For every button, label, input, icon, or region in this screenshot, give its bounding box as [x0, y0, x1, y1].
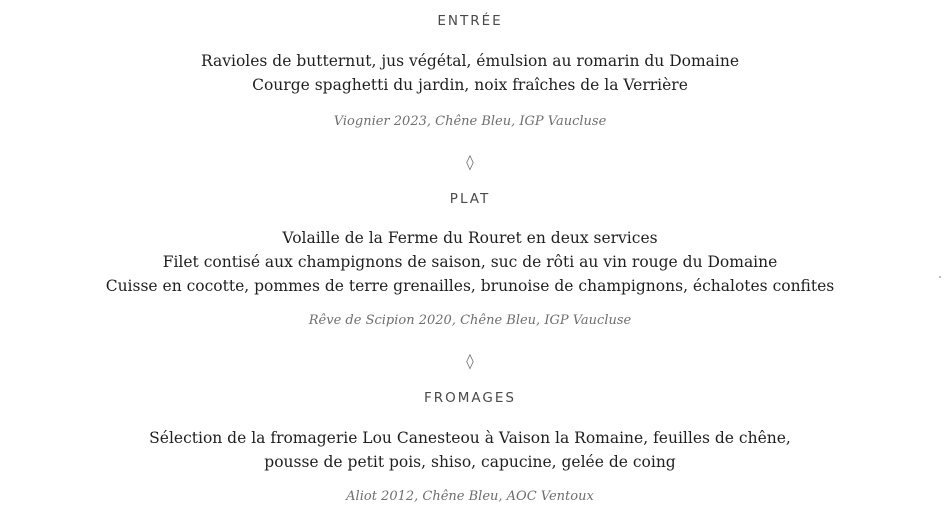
section-title-plat: PLAT [449, 191, 491, 207]
wine-pairing: Aliot 2012, Chêne Bleu, AOC Ventoux [346, 489, 594, 504]
wine-pairing: Rêve de Scipion 2020, Chêne Bleu, IGP Vaucluse [308, 313, 632, 328]
section-title-fromages: FROMAGES [424, 390, 516, 406]
dish-line: Filet contisé aux champignons de saison, suc de rôti au vin rouge du Domaine [162, 253, 778, 271]
diamond-separator-icon: ◊ [466, 352, 474, 370]
section-title-entree: ENTRÉE [437, 13, 503, 29]
dish-line: Volaille de la Ferme du Rouret en deux services [282, 229, 658, 247]
dish-line: pousse de petit pois, shiso, capucine, gelée de coing [264, 453, 676, 471]
scan-speck [939, 276, 941, 278]
dish-line: Sélection de la fromagerie Lou Canesteou à Vaison la Romaine, feuilles de chêne, [149, 429, 791, 447]
dish-line: Ravioles de butternut, jus végétal, émulsion au romarin du Domaine [200, 52, 740, 70]
diamond-separator-icon: ◊ [466, 153, 474, 171]
dish-line: Courge spaghetti du jardin, noix fraîches de la Verrière [252, 76, 688, 94]
dish-line: Cuisse en cocotte, pommes de terre grenailles, brunoise de champignons, échalotes confites [105, 277, 835, 295]
wine-pairing: Viognier 2023, Chêne Bleu, IGP Vaucluse [333, 114, 607, 129]
